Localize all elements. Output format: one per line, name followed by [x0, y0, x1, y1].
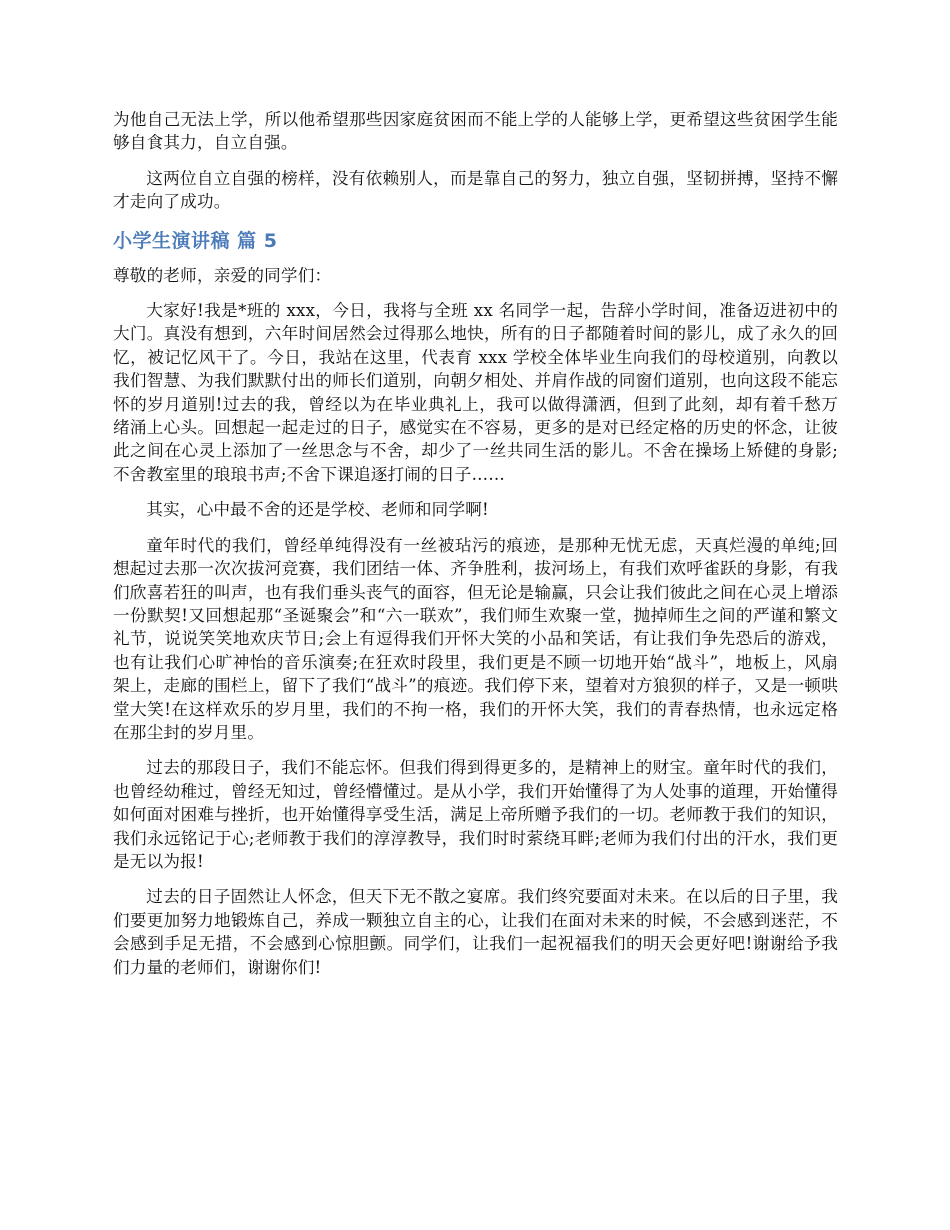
salutation: 尊敬的老师，亲爱的同学们：	[113, 265, 332, 285]
speech-paragraph: 其实，心中最不舍的还是学校、老师和同学啊!	[146, 500, 489, 520]
speech-paragraph: 大家好!我是*班的 xxx，今日，我将与全班 xx 名同学一起，告辞小学时间，准备迈进初中的大门。真没有想到，六年时间居然会过得那么地快，所有的日子都随着时间的影儿，成了永久的回忆，被记忆风干了。今日，我站在这里，代表育 xxx 学校全体毕业生向我们的母校道别，向教以我们智慧、为我们默默付出的师长们道别，向朝夕相处、并肩作战的同窗们道别，也向这段不能忘怀的岁月道别!过去的我，曾经以为在毕业典礼上，我可以做得潇洒，但到了此刻，却有着千愁万绪涌上心头。回想起一起走过的日子，感觉实在不容易，更多的是对已经定格的历史的怀念，让彼此之间在心灵上添加了一丝思念与不舍，却少了一丝共同生活的影儿。不舍在操场上矫健的身影;不舍教室里的琅琅书声;不舍下课追逐打闹的日子……	[113, 301, 838, 484]
speech-paragraph: 过去的那段日子，我们不能忘怀。但我们得到得更多的，是精神上的财宝。童年时代的我们，也曾经幼稚过，曾经无知过，曾经懵懂过。是从小学，我们开始懂得了为人处事的道理，开始懂得如何面对困难与挫折，也开始懂得享受生活，满足上帝所赠予我们的一切。老师教于我们的知识，我们永远铭记于心;老师教于我们的淳淳教导，我们时时萦绕耳畔;老师为我们付出的汗水，我们更是无以为报!	[113, 758, 838, 871]
paragraph-role-models: 这两位自立自强的榜样，没有依赖别人，而是靠自己的努力，独立自强，坚韧拼搏，坚持不懈才走向了成功。	[113, 168, 838, 212]
speech-paragraph: 童年时代的我们，曾经单纯得没有一丝被玷污的痕迹，是那种无忧无虑，天真烂漫的单纯;回想起过去那一次次拔河竞赛，我们团结一体、齐争胜利，拔河场上，有我们欢呼雀跃的身影，有我们欣喜若狂的叫声，也有我们垂头丧气的面容，但无论是输赢，只会让我们彼此之间在心灵上增添一份默契!又回想起那“圣诞聚会”和“六一联欢”，我们师生欢聚一堂，抛掉师生之间的严谨和繁文礼节，说说笑笑地欢庆节日;会上有逗得我们开怀大笑的小品和笑话，有让我们争先恐后的游戏，也有让我们心旷神怡的音乐演奏;在狂欢时段里，我们更是不顾一切地开始“战斗”，地板上，风扇架上，走廊的围栏上，留下了我们“战斗”的痕迹。我们停下来，望着对方狼狈的样子，又是一顿哄堂大笑!在这样欢乐的岁月里，我们的不拘一格，我们的开怀大笑，我们的青春热情，也永远定格在那尘封的岁月里。	[113, 535, 838, 742]
document-page	[113, 108, 838, 991]
speech-paragraph: 过去的日子固然让人怀念，但天下无不散之宴席。我们终究要面对未来。在以后的日子里，我们要更加努力地锻炼自己，养成一颗独立自主的心，让我们在面对未来的时候，不会感到迷茫，不会感到手足无措，不会感到心惊胆颤。同学们，让我们一起祝福我们的明天会更好吧!谢谢给予我们力量的老师们，谢谢你们!	[113, 887, 838, 977]
paragraph-continued: 为他自己无法上学，所以他希望那些因家庭贫困而不能上学的人能够上学，更希望这些贫困学生能够自食其力，自立自强。	[113, 110, 838, 153]
section-title: 小学生演讲稿 篇 5	[113, 229, 278, 252]
